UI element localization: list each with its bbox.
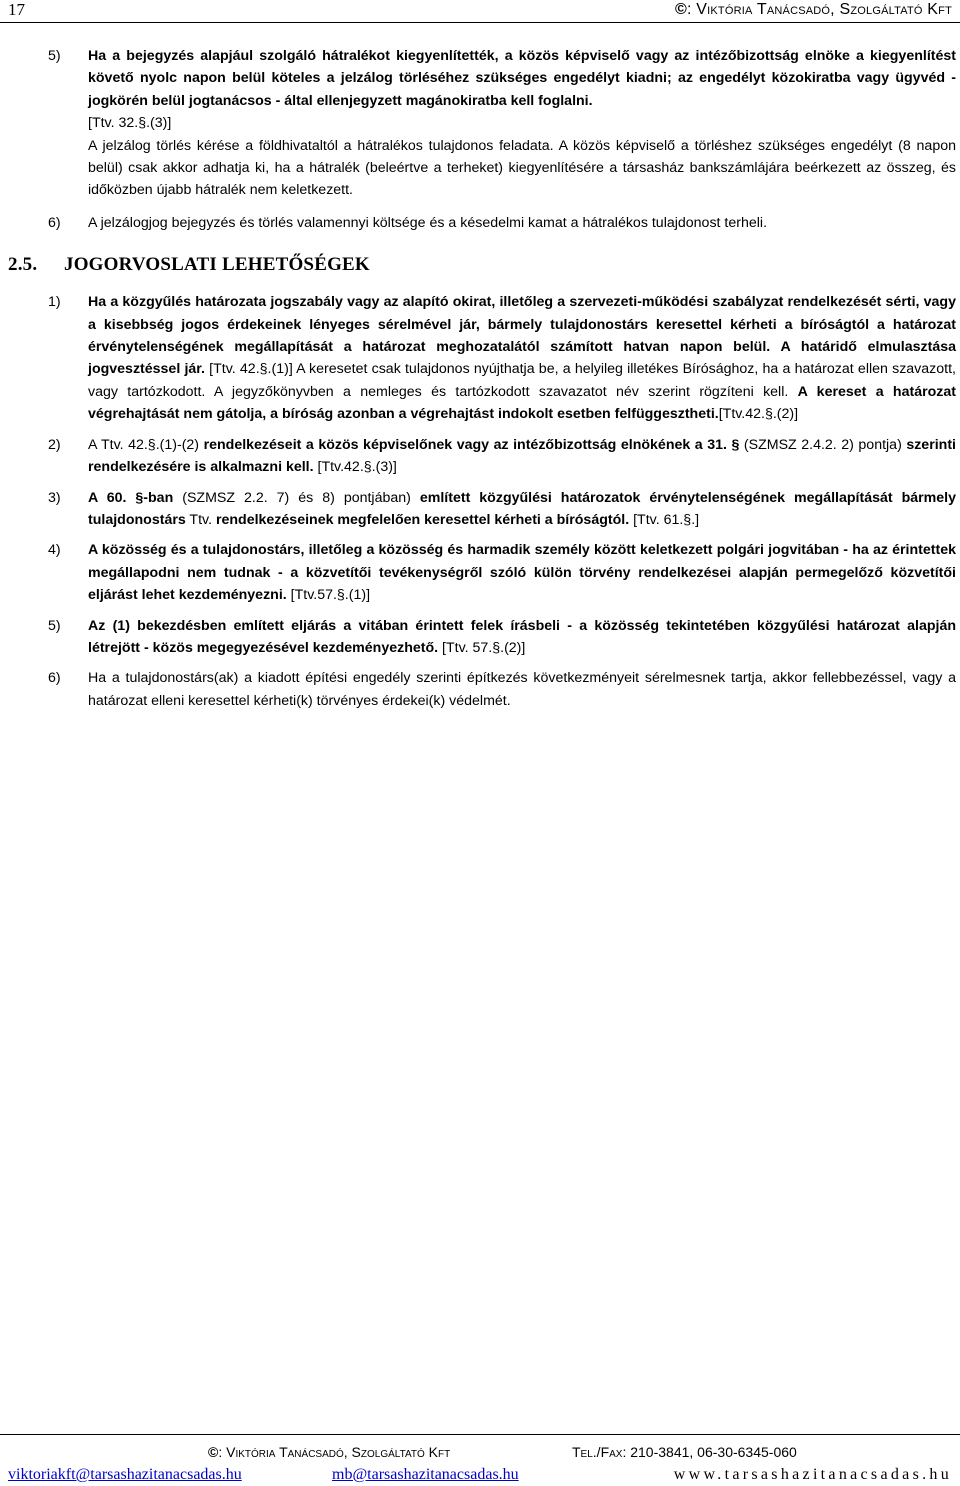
section-number: 2.5. [8,254,38,276]
list-item-5 [48,45,956,202]
section-title: JOGORVOSLATI LEHETŐSÉGEK [64,254,370,276]
item-text: [Ttv. 42.§.(1)] A keresetet csak tulajdonos nyújthatja be, a helyileg illetékes Bírósághoz, ha a határozat ellen szavazott, vagy tartózkodott. A jegyzőkönyvben a nemleges és tartózkodott szavazatot név szerint rögzíteni kell. [88,361,956,400]
item-reference: [Ttv.42.§.(2)] [718,406,799,423]
copyright-icon: © [208,1444,219,1460]
item-text: Ttv. [185,511,216,528]
item-bold-text: Az (1) bekezdésben említett eljárás a vitában érintett felek írásbeli - a közösség tekintetében közgyűlési határozat alapján létrejött - közös megegyezésével kezdeményezhető. [88,617,956,656]
item-number: 6) [48,670,61,687]
section-jogorvoslat [8,253,957,712]
list-item-5b [48,615,956,660]
item-bold-text: Ha a közgyűlés határozata jogszabály vagy az alapító okirat, illetőleg a szervezeti-működési szabályzat rendelkezését sérti, vagy a kisebbség jogos érdekeinek lényeges sérelmével jár, bármely tulajdonostárs keresettel kérheti a bíróságtól a határozat érvénytelenségének megállapítását a határozat meghozatalától számított hatvan napon belül. A határidő elmulasztása jogvesztéssel jár. [88,294,956,378]
item-reference: [Ttv. 61.§.] [629,511,700,528]
item-bold-text: A közösség és a tulajdonostárs, illetőleg a közösség és harmadik személy között keletkezett polgári jogvitában - ha az érintettek megállapodni nem tudnak - a közvetítői tevékenységről szóló külön törvény rendelkezései alapján permegelőző közvetítői eljárást lehet kezdeményezni. [88,542,956,604]
list-item-1 [48,291,956,425]
section-heading [8,253,956,277]
copyright-icon: © [674,1,687,18]
item-number: 5) [48,48,61,64]
item-bold-text: A kereset a határozat végrehajtását nem gátolja, a bíróság azonban a végrehajtást indokolt esetben felfüggesztheti. [88,383,956,423]
list-item-3 [48,487,956,532]
item-number: 2) [48,436,61,453]
item-bold-text: Ha a bejegyzés alapjául szolgáló hátralékot kiegyenlítették, a közös képviselő vagy az intézőbizottság elnöke a kiegyenlítést követő nyolc napon belül köteles a jelzálog törléséhez szükséges engedélyt kiadni; az engedélyt közokiratba vagy ügyvéd - jogkörén belül jogtanácsos - által ellenjegyzett magánokiratba kell foglalni. [88,48,956,109]
item-text: A jelzálog törlés kérése a földhivataltól a hátralékos tulajdonos feladata. [88,137,554,154]
page-number: 17 [8,0,25,19]
list-item-2 [48,434,956,479]
item-reference: [Ttv. 32.§.(3)] [88,115,172,132]
document-body [8,45,957,720]
email-link-viktoriakft[interactable]: viktoriakft@tarsashazitanacsadas.hu [8,1466,242,1483]
email-link-mb[interactable]: mb@tarsashazitanacsadas.hu [332,1466,519,1483]
website-text: www.tarsashazitanacsadas.hu [673,1466,952,1483]
item-number: 6) [48,214,61,231]
item-bold-text: rendelkezéseit a közös képviselőnek vagy az intézőbizottság elnökének a 31. § [203,436,740,453]
list-item-6b [48,667,956,712]
item-reference: [Ttv.42.§.(3)] [313,459,397,476]
item-reference: [Ttv. 57.§.(2)] [438,639,526,656]
item-text: Ha a tulajdonostárs(ak) a kiadott építési engedély szerinti építkezés következményeit sérelmesnek tartja, akkor fellebbezéssel, vagy a határozat elleni keresettel kérheti(k) törvényes érdekei(k) védelmét. [88,670,956,709]
item-text: A Ttv. 42.§.(1)-(2) [88,436,204,453]
footer-divider [0,1434,960,1435]
item-text: A közös képviselő a törléshez szükséges engedélyt (8 napon belül) csak akkor adhatja ki, ha a hátralék (beleértve a terheket) kiegyenlítésére a társasház bankszámlájára beérkezett az összeg, és időközben újabb hátralék nem keletkezett. [88,137,956,199]
item-bold-text: A 60. §-ban [88,489,174,506]
item-number: 1) [48,294,61,311]
item-text: (SZMSZ 2.4.2. 2) pontja) [739,436,907,453]
item-reference: [Ttv.57.§.(1)] [286,587,371,604]
header-company-name: : Viktória Tanácsadó, Szolgáltató Kft [686,1,952,18]
page-header [0,0,960,23]
item-text: A jelzálogjog bejegyzés és törlés valamennyi költsége és a késedelmi kamat a hátralékos tulajdonost terheli. [88,214,768,231]
item-bold-text: említett közgyűlési határozatok érvénytelenségének megállapítását bármely tulajdonostárs [88,489,957,528]
footer-company-name: : Viktória Tanácsadó, Szolgáltató Kft [218,1444,451,1460]
item-number: 3) [48,489,61,506]
item-number: 5) [48,617,61,634]
list-item-4 [48,539,956,606]
item-bold-text: rendelkezéseinek megfelelően keresettel kérheti a bíróságtól. [215,511,630,528]
item-number: 4) [48,542,61,559]
item-bold-text: szerinti rendelkezésére is alkalmazni kell. [88,436,956,476]
footer-company [208,1443,450,1461]
footer-phone: Tel./Fax: 210-3841, 06-30-6345-060 [572,1444,797,1460]
item-text: (SZMSZ 2.2. 7) és 8) pontjában) [173,489,420,506]
list-item-6 [48,212,956,234]
header-company [675,0,952,20]
